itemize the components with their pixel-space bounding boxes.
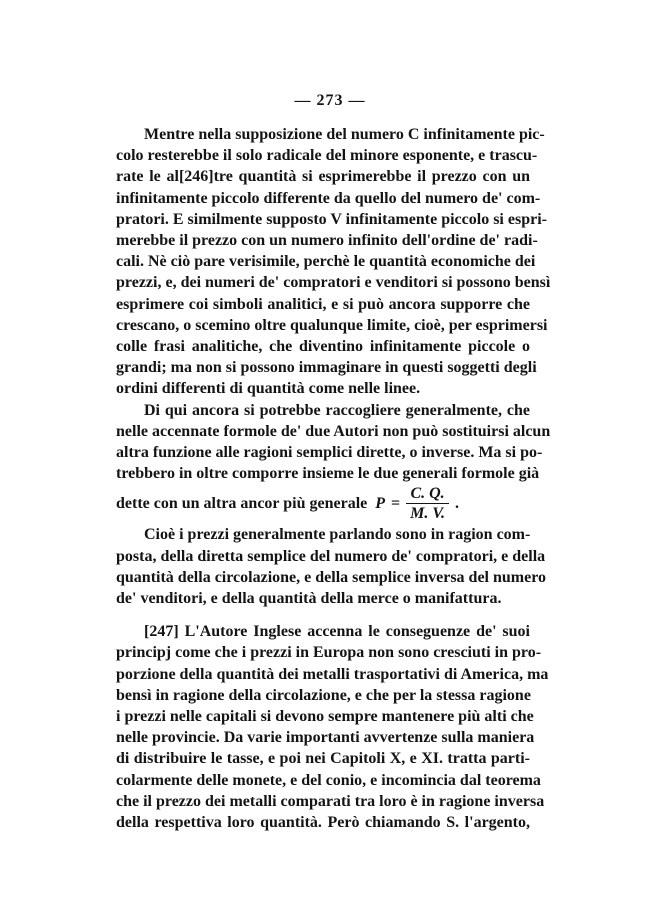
paragraph-3 [116, 524, 547, 609]
formula-end-mark: . [454, 494, 459, 512]
text-line: che il prezzo dei metalli comparati tra loro è in ragione inversa [116, 792, 545, 810]
text-line: merebbe il prezzo con un numero infinito dell'ordine de' radi- [116, 232, 538, 250]
text-line: [247] L'Autore Inglese accenna le conseguenze de' suoi [144, 623, 530, 641]
text-line: della respettiva loro quantità. Però chiamando S. l'argento, [116, 814, 530, 832]
text-line: bensì in ragione della circolazione, e che per la stessa ragione [116, 686, 531, 704]
text-line: grandi; ma non si possono immaginare in questi soggetti degli [116, 359, 537, 377]
text-line: colo resterebbe il solo radicale del minore esponente, e trascu- [116, 147, 538, 165]
text-line: nelle provincie. Da varie importanti avvertenze sulla maniera [116, 729, 535, 747]
text-line: posta, della diretta semplice del numero de' compratori, e della [116, 547, 546, 565]
formula-line-text: dette con un altra ancor più generale [116, 494, 368, 512]
text-line: ordini differenti di quantità come nelle linee. [116, 380, 421, 398]
text-line: colarmente delle monete, e del conio, e incomincia dal teorema [116, 771, 541, 789]
text-line: quantità della circolazione, e della semplice inversa del numero [116, 568, 547, 586]
formula-line [116, 486, 530, 520]
formula-denominator: M. V. [410, 504, 445, 522]
text-line: trebbero in oltre comporre insieme le due generali formole già [116, 465, 540, 483]
body-text [116, 124, 551, 833]
text-line: esprimere coi simboli analitici, e si può ancora supporre che [116, 295, 530, 313]
text-line: pratori. E similmente supposto V infinitamente piccolo si espri- [116, 210, 547, 228]
paragraph-4 [116, 621, 549, 833]
text-line: porzione della quantità dei metalli trasportativi di America, ma [116, 665, 549, 683]
paragraph-1 [116, 124, 551, 400]
text-line: de' venditori, e della quantità della merce o manifattura. [116, 590, 502, 608]
page-number: — 273 — [294, 92, 366, 109]
text-line: i prezzi nelle capitali si devono sempre mantenere più alti che [116, 708, 534, 726]
text-line: nelle accennate formole de' due Autori non può sostituirsi alcun [116, 422, 551, 440]
text-line: Mentre nella supposizione del numero C infinitamente pic- [144, 126, 545, 143]
formula-fraction [406, 485, 449, 522]
text-line: colle frasi analitiche, che diventino infinitamente piccole o [116, 338, 530, 356]
formula-numerator: C. Q. [406, 485, 448, 504]
formula-equals: = [391, 494, 401, 512]
text-line: prezzi, e, dei numeri de' compratori e venditori si possono bensì [116, 274, 551, 292]
price-formula [375, 485, 459, 522]
text-line: crescano, o scemino oltre qualunque limite, cioè, per esprimersi [116, 316, 548, 334]
text-line: Cioè i prezzi generalmente parlando sono in ragion com- [144, 526, 531, 544]
text-line: altra funzione alle ragioni semplici dirette, o inverse. Ma si po- [116, 444, 543, 462]
text-line: infinitamente piccolo differente da quello del numero de' com- [116, 189, 541, 207]
formula-lhs: P [375, 494, 386, 512]
text-line: cali. Nè ciò pare verisimile, perchè le quantità economiche dei [116, 253, 536, 271]
paragraph-gap [116, 609, 530, 621]
text-line: Di qui ancora si potrebbe raccogliere generalmente, che [144, 401, 530, 419]
text-line: principj come che i prezzi in Europa non sono cresciuti in pro- [116, 644, 542, 662]
paragraph-2 [116, 400, 551, 522]
text-line: di distribuire le tasse, e poi nei Capitoli X, e XI. tratta parti- [116, 750, 530, 768]
text-line: rate le al[246]tre quantità si esprimerebbe il prezzo con un [116, 168, 530, 186]
